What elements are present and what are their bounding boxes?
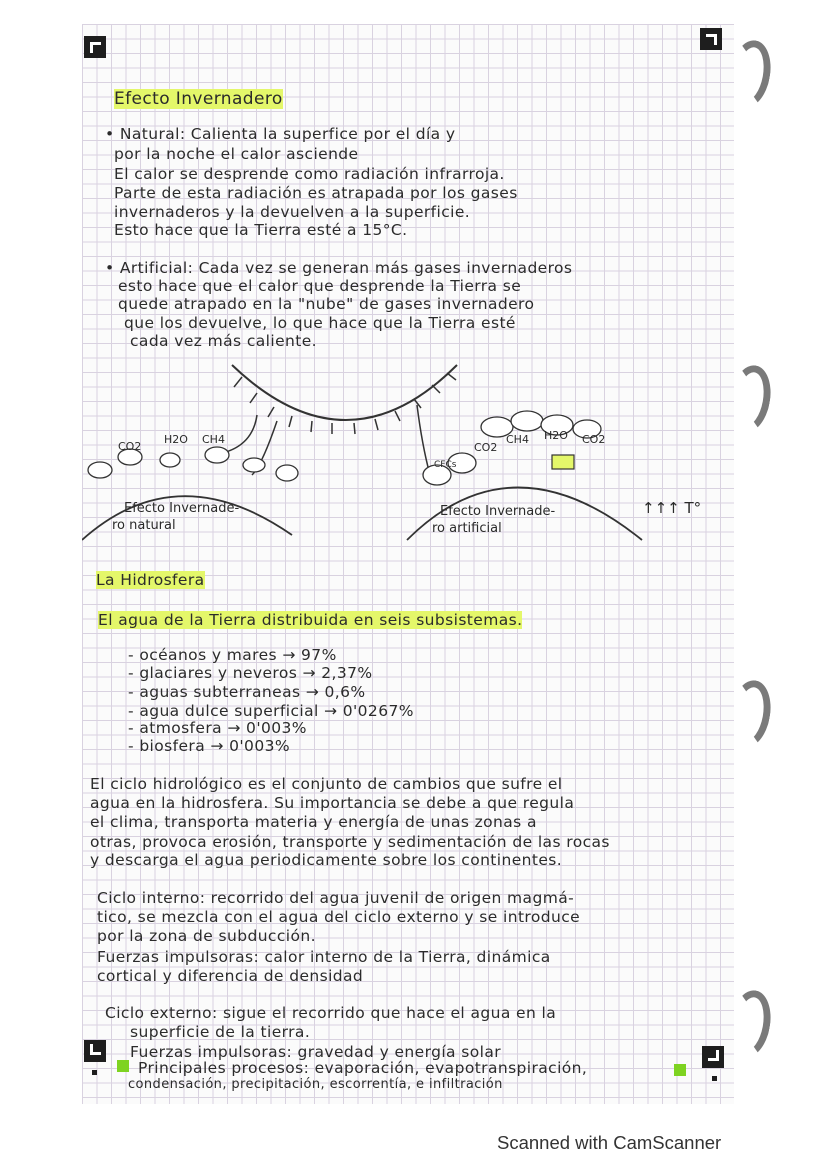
scanner-watermark: Scanned with CamScanner bbox=[497, 1132, 722, 1153]
gas-label: CO2 bbox=[582, 433, 606, 446]
interno-line: cortical y diferencia de densidad bbox=[97, 967, 364, 985]
diagram-label: Efecto Invernade- bbox=[124, 501, 240, 516]
externo-line: Ciclo externo: sigue el recorrido que hace el agua en la bbox=[105, 1004, 557, 1022]
section-heading bbox=[96, 572, 205, 588]
artificial-line: cada vez más caliente. bbox=[130, 332, 317, 350]
sun-rays bbox=[234, 373, 456, 434]
list-item: - glaciares y neveros → 2,37% bbox=[128, 664, 373, 682]
interno-line: tico, se mezcla con el agua del ciclo externo y se introduce bbox=[97, 908, 581, 926]
list-item: - océanos y mares → 97% bbox=[128, 646, 337, 664]
section-title bbox=[114, 91, 283, 107]
interno-line: Fuerzas impulsoras: calor interno de la Tierra, dinámica bbox=[97, 948, 551, 966]
diagram-label: Efecto Invernade- bbox=[440, 504, 556, 519]
artificial-line: • Artificial: Cada vez se generan más gases invernaderos bbox=[105, 259, 573, 277]
corner-marker-icon bbox=[700, 28, 722, 50]
ciclo-line: agua en la hidrosfera. Su importancia se debe a que regula bbox=[90, 794, 575, 812]
artificial-line: quede atrapado en la "nube" de gases invernadero bbox=[118, 295, 535, 313]
list-item: - aguas subterraneas → 0,6% bbox=[128, 683, 366, 701]
greenhouse-diagram bbox=[82, 355, 732, 555]
gas-label: CO2 bbox=[474, 441, 498, 454]
marker-dot-icon bbox=[92, 1070, 97, 1075]
gas-label: CFCs bbox=[434, 460, 457, 470]
artificial-line: esto hace que el calor que desprende la Tierra se bbox=[118, 277, 522, 295]
factory-icon bbox=[552, 455, 574, 469]
list-item: - biosfera → 0'003% bbox=[128, 737, 290, 755]
heat-arrow bbox=[417, 405, 430, 475]
heading-text: La Hidrosfera bbox=[96, 571, 205, 589]
corner-marker-icon bbox=[84, 36, 106, 58]
ciclo-line: el clima, transporta materia y energía de unas zonas a bbox=[90, 813, 537, 831]
corner-marker-icon bbox=[84, 1040, 106, 1062]
gas-label: H2O bbox=[544, 429, 568, 442]
clouds-artificial bbox=[423, 411, 601, 485]
natural-line: El calor se desprende como radiación infrarroja. bbox=[114, 165, 505, 183]
natural-line: • Natural: Calienta la superfice por el día y bbox=[105, 125, 456, 143]
marker-dot-icon bbox=[712, 1076, 717, 1081]
diagram-label: ro artificial bbox=[432, 521, 502, 536]
gas-label: CO2 bbox=[118, 440, 142, 453]
gas-label: H2O bbox=[164, 433, 188, 446]
green-square-icon bbox=[674, 1064, 686, 1076]
externo-line: condensación, precipitación, escorrentía, e infiltración bbox=[128, 1077, 503, 1092]
interno-line: Ciclo interno: recorrido del agua juvenil de origen magmá- bbox=[97, 889, 575, 907]
gas-label: CH4 bbox=[202, 433, 225, 446]
temperature-note: ↑↑↑ T° bbox=[642, 499, 702, 517]
externo-line: superficie de la tierra. bbox=[130, 1023, 311, 1041]
corner-marker-icon bbox=[702, 1046, 724, 1068]
natural-line: Esto hace que la Tierra esté a 15°C. bbox=[114, 221, 408, 239]
list-item: - agua dulce superficial → 0'0267% bbox=[128, 702, 414, 720]
sun-arc bbox=[232, 365, 457, 420]
natural-line: por la noche el calor asciende bbox=[114, 145, 359, 163]
ciclo-line: y descarga el agua periodicamente sobre los continentes. bbox=[90, 851, 563, 869]
artificial-line: que los devuelve, lo que hace que la Tierra esté bbox=[124, 314, 516, 332]
intro-text: El agua de la Tierra distribuida en seis subsistemas. bbox=[98, 611, 523, 629]
green-square-icon bbox=[117, 1060, 129, 1072]
diagram-label: ro natural bbox=[112, 518, 176, 533]
natural-line: Parte de esta radiación es atrapada por los gases bbox=[114, 184, 518, 202]
intro-line bbox=[98, 612, 522, 628]
ciclo-line: otras, provoca erosión, transporte y sedimentación de las rocas bbox=[90, 833, 610, 851]
gas-label: CH4 bbox=[506, 433, 529, 446]
externo-line: Fuerzas impulsoras: gravedad y energía solar bbox=[130, 1043, 501, 1061]
natural-line: invernaderos y la devuelven a la superficie. bbox=[114, 203, 471, 221]
externo-line: Principales procesos: evaporación, evapotranspiración, bbox=[138, 1059, 588, 1077]
ciclo-line: El ciclo hidrológico es el conjunto de cambios que sufre el bbox=[90, 775, 563, 793]
interno-line: por la zona de subducción. bbox=[97, 927, 316, 945]
title-text: Efecto Invernadero bbox=[114, 89, 283, 109]
list-item: - atmosfera → 0'003% bbox=[128, 719, 307, 737]
